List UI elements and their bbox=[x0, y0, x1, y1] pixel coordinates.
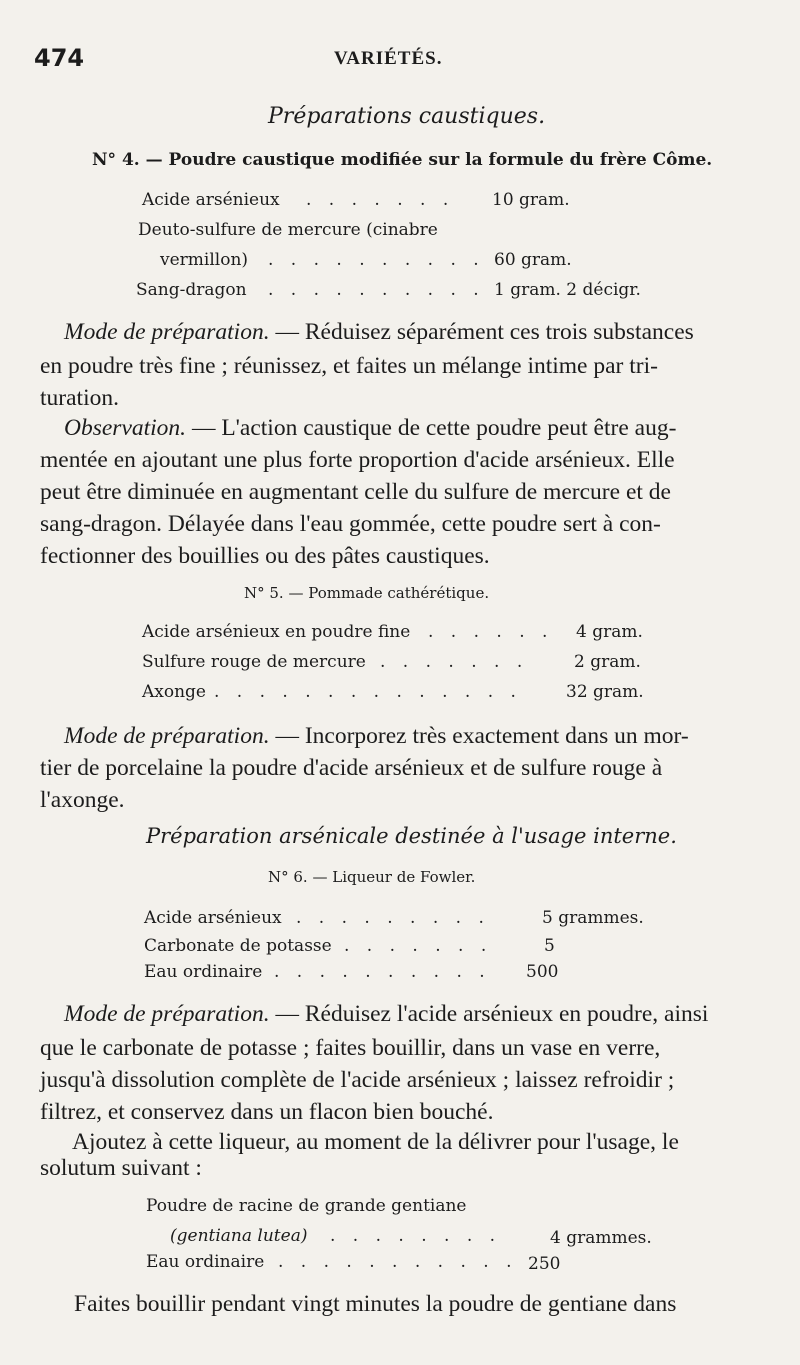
recipe-5-item-leader: . . . . . . . . . . . . . . bbox=[214, 682, 522, 702]
recipe-4-item-name: Sang-dragon bbox=[136, 280, 247, 300]
recipe-5-item-leader: . . . . . . bbox=[428, 622, 554, 642]
solutum-item-quantity: 250 bbox=[528, 1254, 561, 1274]
paragraph-line: que le carbonate de potasse ; faites bouillir, dans un vase en verre, bbox=[40, 1035, 661, 1061]
recipe-4-item-leader: . . . . . . . . . . bbox=[268, 250, 485, 270]
section-heading-internal: Préparation arsénicale destinée à l'usage interne. bbox=[146, 824, 677, 848]
recipe-4-item-name: Deuto-sulfure de mercure (cinabre bbox=[138, 220, 438, 240]
recipe-6-item-quantity: 500 bbox=[526, 962, 559, 982]
paragraph-line: filtrez, et conservez dans un flacon bien bouché. bbox=[40, 1099, 494, 1125]
recipe-6-title: N° 6. — Liqueur de Fowler. bbox=[268, 868, 476, 886]
paragraph-lead: Mode de préparation. bbox=[64, 723, 270, 749]
solutum-item-leader: . . . . . . . . bbox=[330, 1226, 502, 1246]
paragraph-lead: Mode de préparation. bbox=[64, 1001, 270, 1027]
recipe-5-item-name: Axonge bbox=[142, 682, 206, 702]
recipe-4-item-name: vermillon) bbox=[160, 250, 249, 270]
paragraph-text: — Réduisez l'acide arsénieux en poudre, ainsi bbox=[269, 1001, 709, 1027]
solutum-item-name: Eau ordinaire bbox=[146, 1252, 265, 1272]
solutum-item-name: Poudre de racine de grande gentiane bbox=[146, 1196, 467, 1216]
recipe-4-item-leader: . . . . . . . . . . bbox=[268, 280, 485, 300]
recipe-6-item-quantity: 5 bbox=[544, 936, 555, 956]
section-heading-caustic: Préparations caustiques. bbox=[268, 104, 546, 129]
recipe-5-item-quantity: 32 gram. bbox=[566, 682, 644, 702]
paragraph-line: l'axonge. bbox=[40, 787, 125, 813]
paragraph-text: — Incorporez très exactement dans un mor- bbox=[269, 723, 689, 749]
solutum-item-leader: . . . . . . . . . . . bbox=[278, 1252, 518, 1272]
paragraph-line bbox=[64, 998, 708, 1030]
paragraph-line: fectionner des bouillies ou des pâtes caustiques. bbox=[40, 543, 490, 569]
recipe-5-item-name: Acide arsénieux en poudre fine bbox=[142, 622, 411, 642]
paragraph-line: Ajoutez à cette liqueur, au moment de la délivrer pour l'usage, le bbox=[72, 1129, 679, 1155]
recipe-6-item-leader: . . . . . . . bbox=[344, 936, 493, 956]
recipe-6-item-leader: . . . . . . . . . bbox=[296, 908, 490, 928]
paragraph-text: — Réduisez séparément ces trois substances bbox=[269, 319, 694, 345]
recipe-6-item-name: Eau ordinaire bbox=[144, 962, 263, 982]
paragraph-line: mentée en ajoutant une plus forte proportion d'acide arsénieux. Elle bbox=[40, 447, 675, 473]
paragraph-lead: Observation. bbox=[64, 415, 187, 441]
paragraph-line: en poudre très fine ; réunissez, et faites un mélange intime par tri- bbox=[40, 353, 658, 379]
running-title: VARIÉTÉS. bbox=[334, 48, 443, 69]
recipe-4-title: N° 4. — Poudre caustique modifiée sur la formule du frère Côme. bbox=[92, 150, 713, 170]
paragraph-line: tier de porcelaine la poudre d'acide arsénieux et de sulfure rouge à bbox=[40, 755, 663, 781]
paragraph-line: sang-dragon. Délayée dans l'eau gommée, cette poudre sert à con- bbox=[40, 511, 661, 537]
recipe-5-item-name: Sulfure rouge de mercure bbox=[142, 652, 366, 672]
paragraph-line: jusqu'à dissolution complète de l'acide arsénieux ; laissez refroidir ; bbox=[40, 1067, 675, 1093]
recipe-5-title: N° 5. — Pommade cathérétique. bbox=[244, 584, 490, 602]
recipe-4-item-quantity: 10 gram. bbox=[492, 190, 570, 210]
paragraph-lead: Mode de préparation. bbox=[64, 319, 270, 345]
recipe-6-item-name: Carbonate de potasse bbox=[144, 936, 332, 956]
paragraph-line: solutum suivant : bbox=[40, 1155, 202, 1181]
recipe-5-item-leader: . . . . . . . bbox=[380, 652, 529, 672]
recipe-4-item-leader: . . . . . . . bbox=[306, 190, 455, 210]
solutum-item-name: (gentiana lutea) bbox=[170, 1226, 308, 1246]
solutum-item-quantity: 4 grammes. bbox=[550, 1228, 652, 1248]
recipe-4-item-name: Acide arsénieux bbox=[142, 190, 280, 210]
paragraph-line: peut être diminuée en augmentant celle du sulfure de mercure et de bbox=[40, 479, 671, 505]
recipe-6-item-quantity: 5 grammes. bbox=[542, 908, 644, 928]
paragraph-line bbox=[64, 316, 694, 348]
paragraph-line bbox=[64, 720, 689, 752]
page-number: 474 bbox=[34, 44, 85, 72]
recipe-4-item-quantity: 60 gram. bbox=[494, 250, 572, 270]
recipe-6-item-leader: . . . . . . . . . . bbox=[274, 962, 491, 982]
recipe-4-item-quantity: 1 gram. 2 décigr. bbox=[494, 280, 641, 300]
recipe-5-item-quantity: 4 gram. bbox=[576, 622, 643, 642]
paragraph-text: — L'action caustique de cette poudre peut être aug- bbox=[186, 415, 677, 441]
recipe-6-item-name: Acide arsénieux bbox=[144, 908, 282, 928]
paragraph-line: turation. bbox=[40, 385, 119, 411]
paragraph-line bbox=[64, 412, 676, 444]
recipe-5-item-quantity: 2 gram. bbox=[574, 652, 641, 672]
paragraph-line: Faites bouillir pendant vingt minutes la poudre de gentiane dans bbox=[74, 1291, 677, 1317]
